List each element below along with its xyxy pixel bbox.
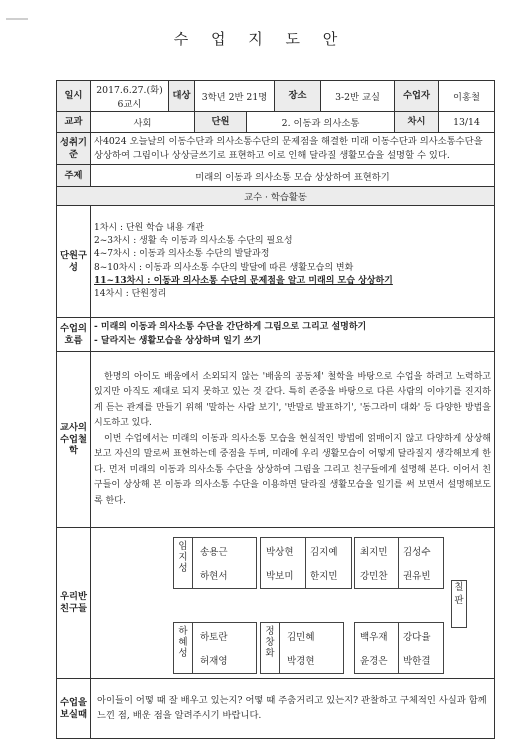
seat-group-6 [354, 622, 444, 674]
student-name: 하토란 [200, 632, 228, 643]
target-label: 대상 [169, 81, 195, 112]
teacher-value: 이홍철 [439, 81, 495, 112]
place-value: 3-2반 교실 [321, 81, 395, 112]
unit-line: 2~3차시 : 생활 속 이동과 의사소통 수단의 필요성 [94, 236, 293, 247]
achievement-label: 성취기준 [57, 133, 91, 165]
achievement-row [57, 133, 495, 165]
unit-value: 2. 이동과 의사소통 [247, 112, 395, 133]
philosophy-label: 교사의수업철학 [57, 352, 91, 528]
seating-row [57, 528, 495, 679]
seat-group-2 [260, 537, 352, 589]
activity-header: 교수 · 학습활동 [57, 187, 495, 206]
flow-line: - 달라지는 생활모습을 상상하며 일기 쓰기 [94, 335, 262, 346]
student-name: 김민혜 [287, 632, 315, 643]
seating-chart [91, 528, 495, 679]
lesson-flow-row [57, 318, 495, 352]
seat-group-5 [260, 622, 344, 674]
period-label: 차시 [395, 112, 439, 133]
unit-line: 8~10차시 : 이동과 의사소통 수단의 발달에 따른 생활모습의 변화 [94, 262, 354, 273]
unit-structure-list [91, 206, 495, 318]
student-name: 송용근 [200, 547, 228, 558]
unit-line: 4~7차시 : 이동과 의사소통 수단의 발달과정 [94, 249, 270, 260]
lesson-flow-list [91, 318, 495, 352]
place-label: 장소 [275, 81, 321, 112]
student-name: 박보미 [266, 571, 294, 582]
student-name: 박한결 [403, 656, 431, 667]
period-value: 13/14 [439, 112, 495, 133]
info-row-2 [57, 112, 495, 133]
student-name: 박경현 [287, 656, 315, 667]
observation-label: 수업을보실때 [57, 679, 91, 739]
topic-row [57, 165, 495, 187]
group-leader: 하혜성 [178, 626, 188, 659]
topic-label: 주제 [57, 165, 91, 187]
student-name: 하현서 [200, 571, 228, 582]
unit-structure-label: 단원구성 [57, 206, 91, 318]
unit-line: 1차시 : 단원 학습 내용 개관 [94, 223, 205, 234]
unit-structure-row [57, 206, 495, 318]
observation-row [57, 679, 495, 739]
student-name: 권유빈 [403, 571, 431, 582]
achievement-text: 사4024 오늘날의 이동수단과 의사소통수단의 문제점을 해결한 미래 이동수단과 의사소통수단을 상상하여 그림이나 상상글쓰기로 표현하고 이로 인해 달라질 생활모습을 설명할 수 있다. [91, 133, 495, 165]
info-row-1 [57, 81, 495, 112]
lesson-flow-label: 수업의흐름 [57, 318, 91, 352]
date-label: 일시 [57, 81, 91, 112]
seat-group-1 [173, 537, 257, 589]
student-name: 윤경은 [360, 656, 388, 667]
philosophy-paragraph: 한명의 아이도 배움에서 소외되지 않는 '배움의 공동체' 철학을 바탕으로 수업을 하려고 노력하고 있지만 아직도 제대로 되지 못하고 있는 것 같다. 특히 존중을 바탕으로 다른 사람의 이야기를 진지하게 듣는 관계를 만들기 위해 '말하는 사람 보기', '반말로 발표하기', '동그라미 대화' 등 다양한 방법을 시도하고 있다. [94, 371, 491, 429]
lesson-plan-table [56, 80, 495, 739]
student-name: 최지민 [360, 547, 388, 558]
student-name: 강다율 [403, 632, 431, 643]
topic-text: 미래의 이동과 의사소통 모습 상상하여 표현하기 [91, 165, 495, 187]
blackboard: 칠판 [451, 580, 467, 628]
unit-line: 14차시 : 단원정리 [94, 288, 167, 299]
group-leader: 정창화 [265, 626, 275, 659]
seat-group-4 [173, 622, 257, 674]
seat-group-3 [354, 537, 444, 589]
philosophy-row [57, 352, 495, 528]
flow-line: - 미래의 이동과 의사소통 수단을 간단하게 그림으로 그리고 설명하기 [94, 322, 367, 333]
date-value: 2017.6.27.(화) 6교시 [91, 81, 169, 112]
student-name: 허재영 [200, 656, 228, 667]
observation-text: 아이들이 어떻 때 잘 배우고 있는지? 어떻 때 주춤거리고 있는지? 관찰하고 구체적인 사실과 함께 느낀 점, 배운 점을 알려주시기 바랍니다. [91, 679, 495, 739]
subject-value: 사회 [91, 112, 195, 133]
philosophy-paragraph: 이번 수업에서는 미래의 이동과 의사소통 모습을 현실적인 방법에 얽매이지 않고 다양하게 상상해보고 자신의 말로써 표현하는데 중점을 두며, 미래에 우리 생활모습이 어떻게 달라질지 생각해보게 한다. 먼저 미래의 이동과 의사소통 수단을 상상하여 그림을 그리고 친구들에게 설명해 본다. 이어서 친구들이 상상해 본 이동과 의사소통 수단을 이용하면 달라질 생활모습을 일기를 써 보면서 설명해보도록 한다. [94, 433, 491, 506]
student-name: 강민찬 [360, 571, 388, 582]
teacher-label: 수업자 [395, 81, 439, 112]
group-leader: 임지성 [178, 541, 188, 574]
student-name: 김성수 [403, 547, 431, 558]
document-title: 수 업 지 도 안 [173, 30, 347, 48]
subject-label: 교과 [57, 112, 91, 133]
unit-label: 단원 [195, 112, 247, 133]
target-value: 3학년 2반 21명 [195, 81, 275, 112]
activity-header-row [57, 187, 495, 206]
student-name: 박상현 [266, 547, 294, 558]
seating-label: 우리반친구들 [57, 528, 91, 679]
scan-corner-mark [6, 18, 28, 20]
student-name: 한지민 [310, 571, 338, 582]
unit-line-current: 11~13차시 : 이동과 의사소통 수단의 문제점을 알고 미래의 모습 상상하기 [94, 275, 393, 286]
philosophy-text [91, 352, 495, 528]
student-name: 김지예 [310, 547, 338, 558]
student-name: 백우재 [360, 632, 388, 643]
